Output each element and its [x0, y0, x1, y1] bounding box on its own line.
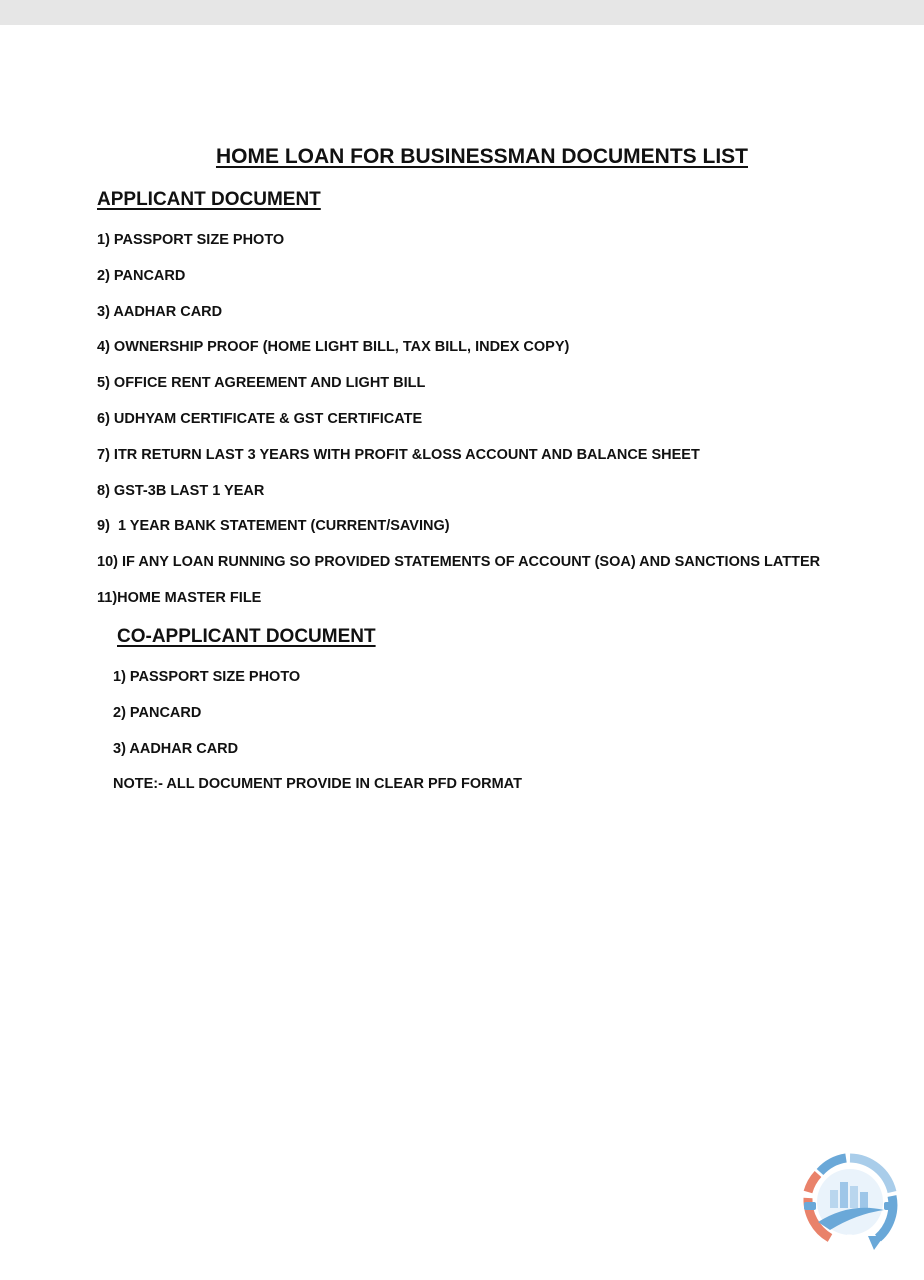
list-item: 3) AADHAR CARD: [113, 740, 239, 757]
list-item: 5) OFFICE RENT AGREEMENT AND LIGHT BILL: [97, 375, 426, 392]
list-item: 4) OWNERSHIP PROOF (HOME LIGHT BILL, TAX BILL, INDEX COPY): [97, 339, 570, 356]
list-item: 1) PASSPORT SIZE PHOTO: [113, 669, 301, 685]
list-item: 3) AADHAR CARD: [97, 303, 223, 320]
document-title-text: HOME LOAN FOR BUSINESSMAN DOCUMENTS LIST: [215, 145, 748, 168]
list-item: 2) PANCARD: [113, 704, 202, 721]
applicant-document-list: [97, 231, 820, 625]
viewer-top-bar: [0, 0, 924, 25]
format-note: NOTE:- ALL DOCUMENT PROVIDE IN CLEAR PFD FORMAT: [113, 776, 522, 792]
co-applicant-document-list: [113, 668, 300, 775]
document-title: [0, 144, 924, 170]
list-item: 11)HOME MASTER FILE: [97, 589, 262, 606]
list-item: 6) UDHYAM CERTIFICATE & GST CERTIFICATE: [97, 410, 423, 427]
co-applicant-heading: CO-APPLICANT DOCUMENT: [117, 626, 376, 647]
list-item: 7) ITR RETURN LAST 3 YEARS WITH PROFIT &LOSS ACCOUNT AND BALANCE SHEET: [97, 446, 700, 463]
list-item: 9) 1 YEAR BANK STATEMENT (CURRENT/SAVING): [97, 518, 450, 535]
applicant-heading: APPLICANT DOCUMENT: [97, 189, 321, 210]
logo-text: QBC: [837, 1233, 863, 1245]
list-item: 10) IF ANY LOAN RUNNING SO PROVIDED STATEMENTS OF ACCOUNT (SOA) AND SANCTIONS LATTER: [97, 554, 821, 571]
list-item: 1) PASSPORT SIZE PHOTO: [97, 232, 285, 248]
list-item: 2) PANCARD: [97, 267, 186, 284]
list-item: 8) GST-3B LAST 1 YEAR: [97, 482, 265, 499]
qbc-logo-icon: [800, 1152, 900, 1256]
